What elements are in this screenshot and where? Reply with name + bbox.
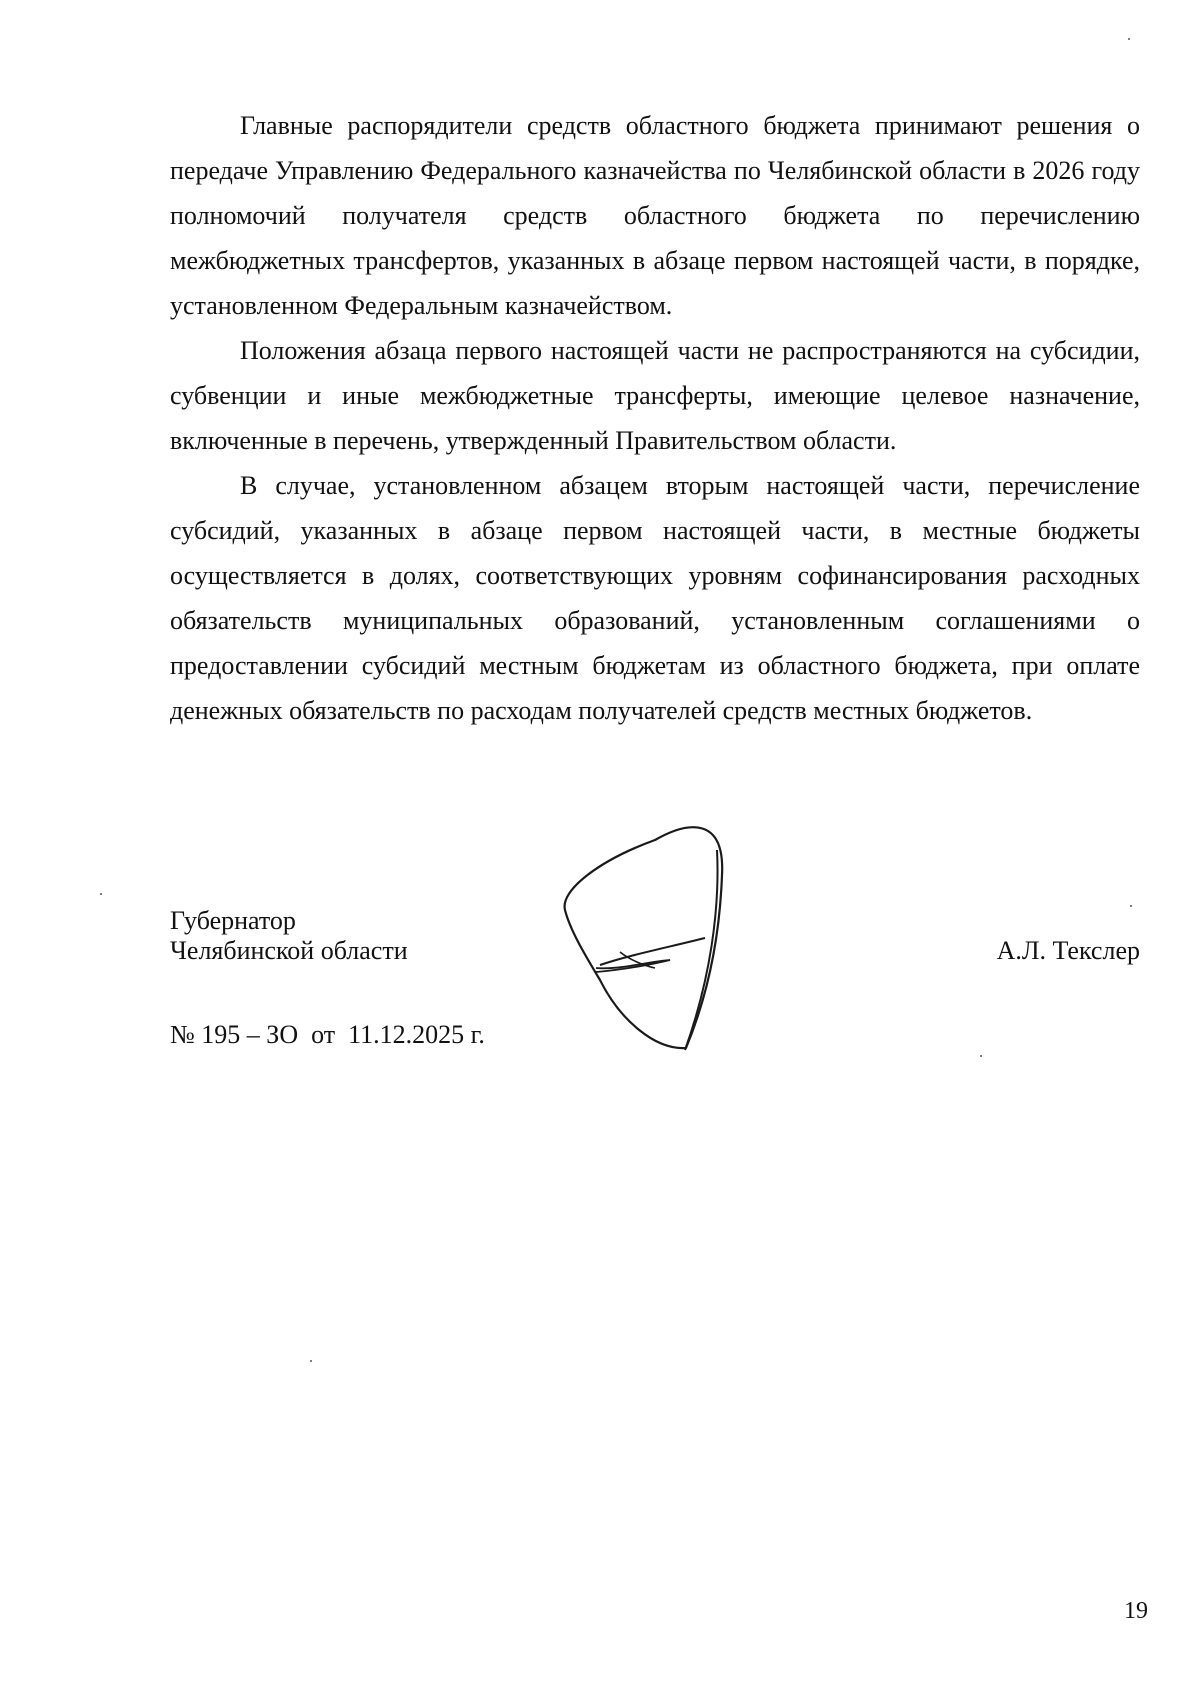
scan-speck	[980, 1055, 982, 1057]
paragraph-1: Главные распорядители средств областного бюджета принимают решения о передаче Управлению Федерального казначейства по Челябинской области в 2026 году полномочий получателя средств областного бюджета по перечислению межбюджетных трансфертов, указанных в абзаце первом настоящей части, в порядке, установленном Федеральным казначейством.	[170, 111, 1140, 320]
scan-speck	[1128, 38, 1130, 40]
handwritten-signature	[560, 820, 780, 1070]
signatory-position-line-1: Губернатор	[170, 906, 296, 935]
page-number: 19	[1124, 1598, 1148, 1624]
scan-speck	[310, 1360, 312, 1362]
law-text-body	[170, 103, 1140, 733]
paragraph-3: В случае, установленном абзацем вторым настоящей части, перечисление субсидий, указанных в абзаце первом настоящей части, в местные бюджеты осуществляется в долях, соответствующих уровням софинансирования расходных обязательств муниципальных образований, установленным соглашениями о предоставлении субсидий местным бюджетам из областного бюджета, при оплате денежных обязательств по расходам получателей средств местных бюджетов.	[170, 471, 1140, 725]
law-number-and-date: № 195 – ЗО от 11.12.2025 г.	[170, 1020, 485, 1049]
paragraph-2: Положения абзаца первого настоящей части не распространяются на субсидии, субвенции и иные межбюджетные трансферты, имеющие целевое назначение, включенные в перечень, утвержденный Правительством области.	[170, 336, 1140, 455]
signatory-position-line-2: Челябинской области	[170, 936, 408, 965]
scan-speck	[100, 893, 102, 895]
signatory-name: А.Л. Текслер	[996, 936, 1140, 965]
signatory-position	[170, 906, 408, 966]
scan-speck	[1130, 905, 1132, 907]
